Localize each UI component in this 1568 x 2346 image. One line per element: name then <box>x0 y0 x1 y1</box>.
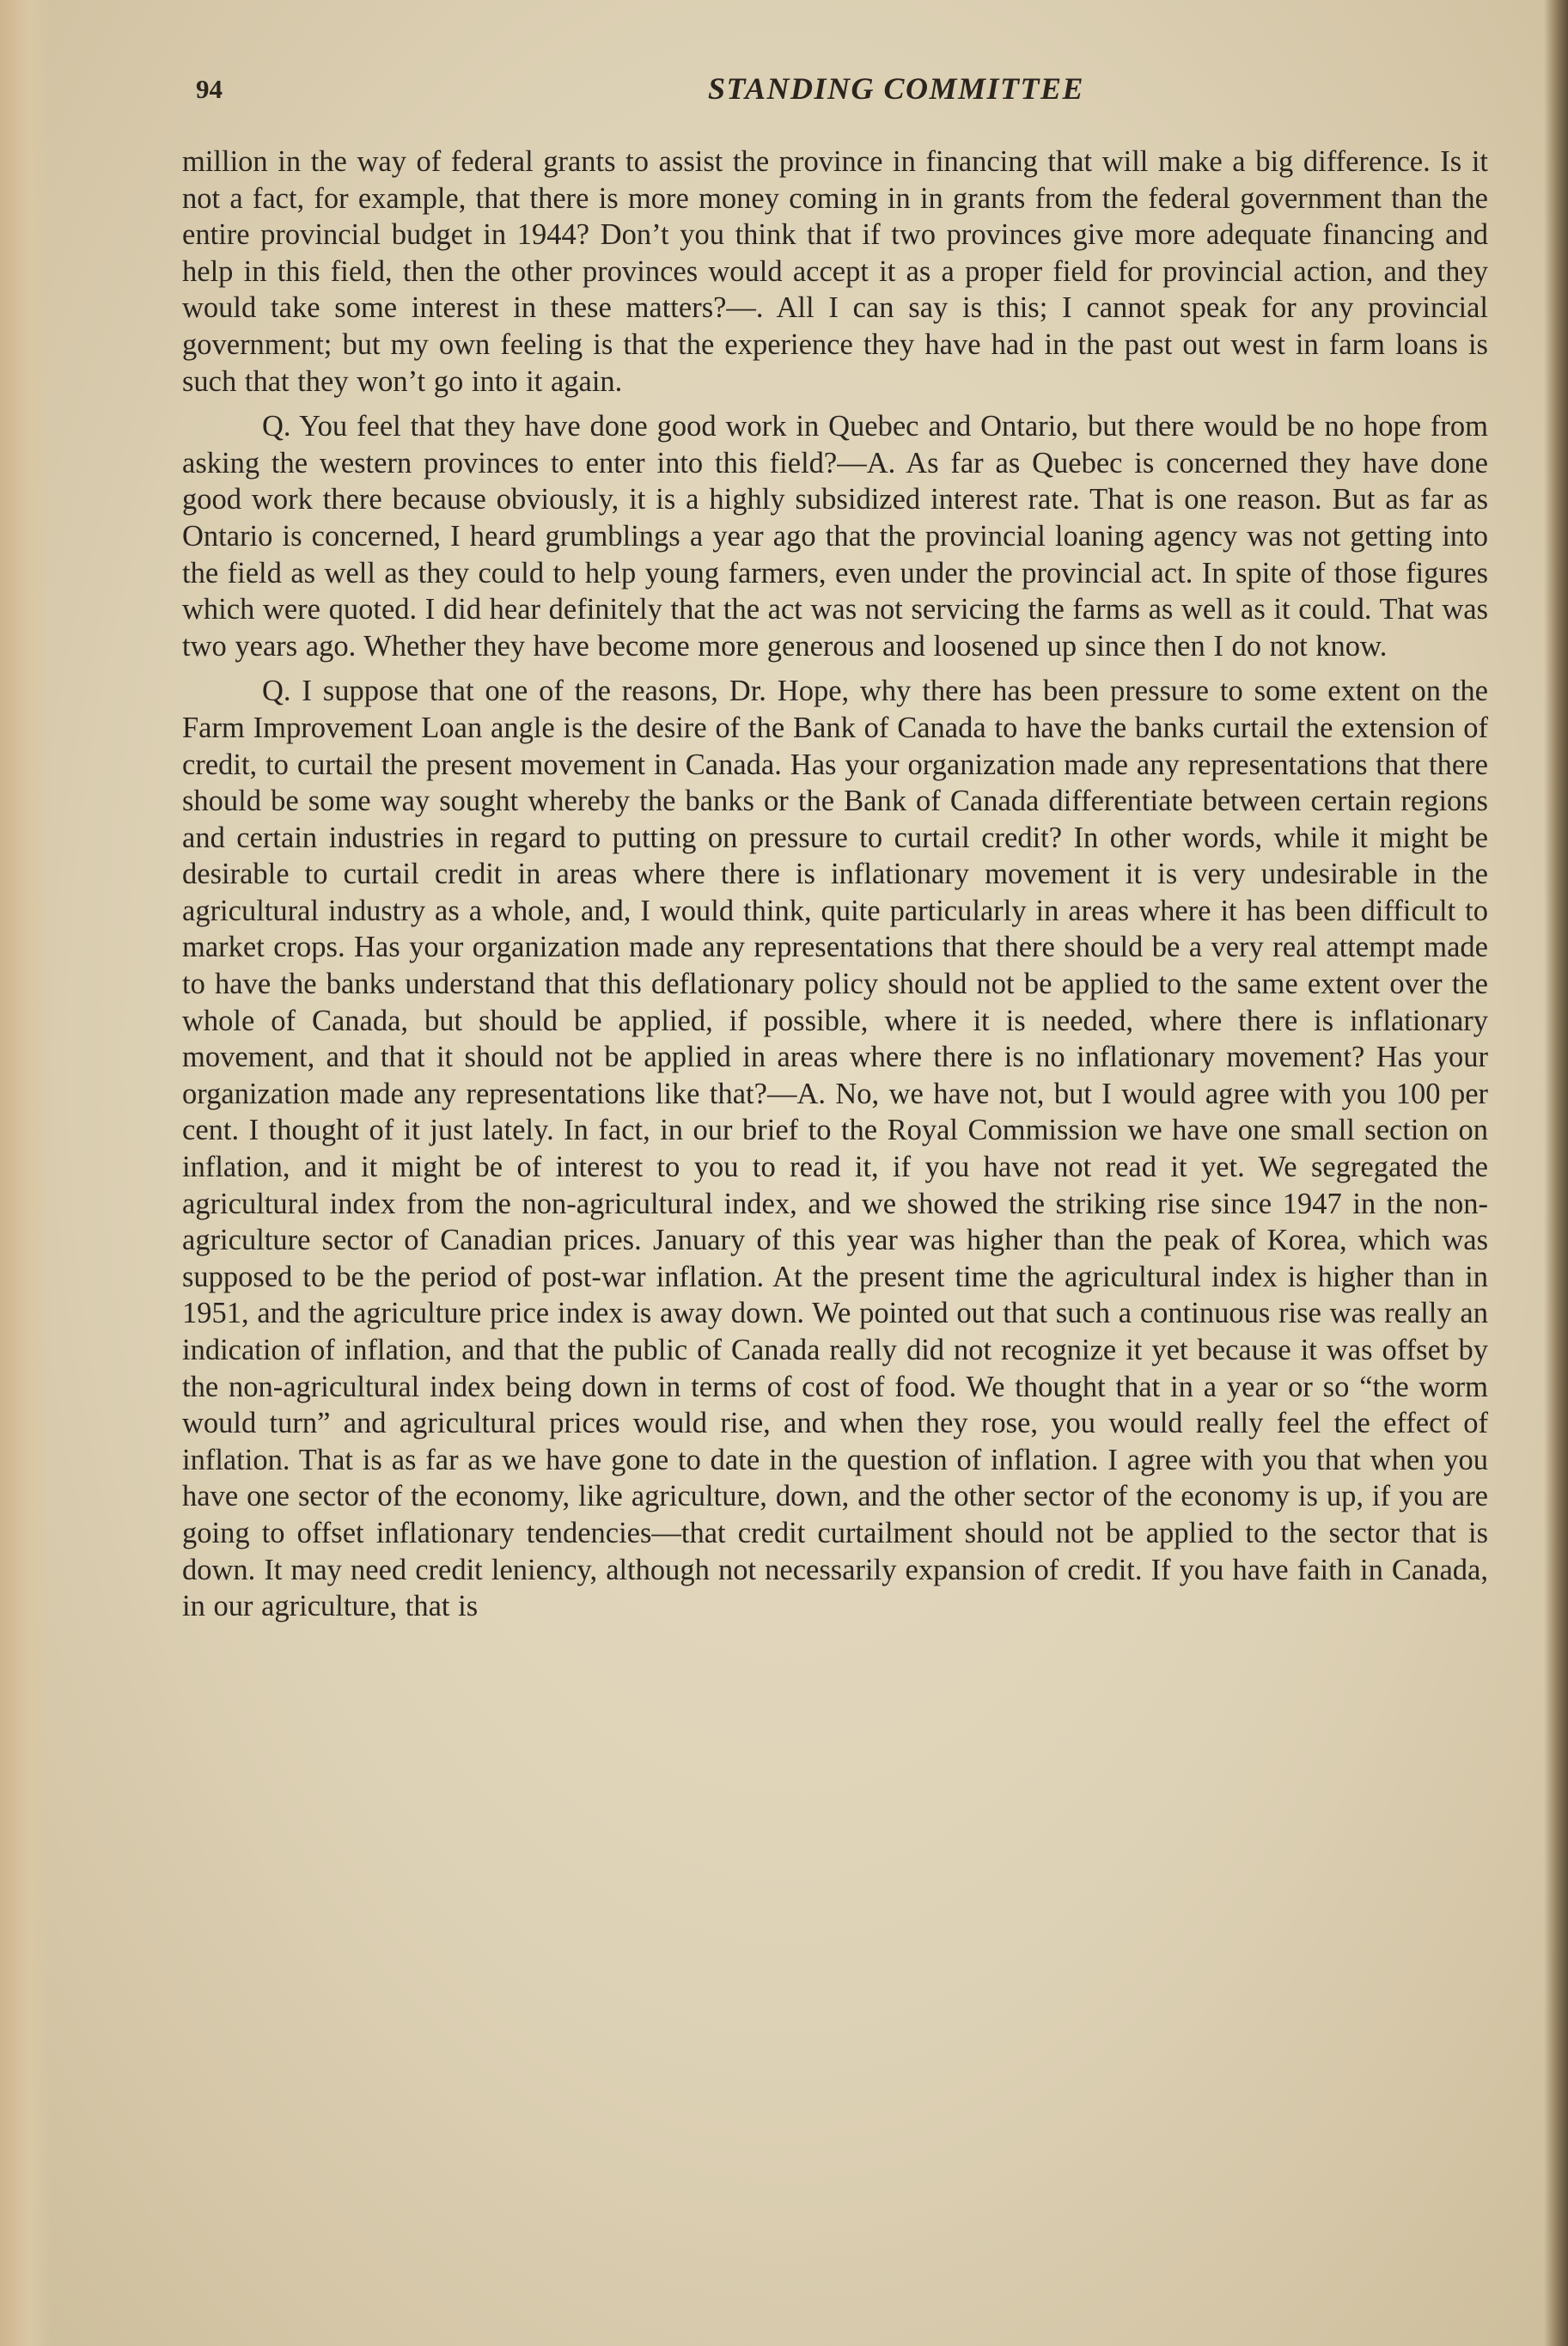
body-text <box>182 144 1488 1625</box>
paragraph-question-quebec-ontario: Q. You feel that they have done good work in Quebec and Ontario, but there would be no hope from asking the western provinces to enter into this field?—A. As far as Quebec is concerned they have done good work there because obviously, it is a highly subsidized interest rate. That is one reason. But as far as Ontario is concerned, I heard grumblings a year ago that the provincial loaning agency was not getting into the field as well as they could to help young farmers, even under the provincial act. In spite of those figures which were quoted. I did hear definitely that the act was not servicing the farms as well as it could. That was two years ago. Whether they have become more generous and loosened up since then I do not know. <box>182 410 1488 663</box>
page-number: 94 <box>196 74 223 104</box>
page-header <box>196 70 1493 122</box>
running-head: STANDING COMMITTEE <box>707 71 1085 106</box>
paragraph-continuation: million in the way of federal grants to assist the province in financing that will make a big difference. Is it not a fact, for example, that there is more money coming in in grants from the federal government than the entire provincial budget in 1944? Don’t you think that if two provinces give more adequate financing and help in this field, then the other provinces would accept it as a proper field for provincial action, and they would take some interest in these matters?—. All I can say is this; I cannot speak for any provincial government; but my own feeling is that the experience they have had in the past out west in farm loans is such that they won’t go into it again. <box>182 145 1488 398</box>
page-edge-right <box>1544 0 1568 2346</box>
paragraph-question-credit-curtailment: Q. I suppose that one of the reasons, Dr. Hope, why there has been pressure to some extent on the Farm Improvement Loan angle is the desire of the Bank of Canada to have the banks curtail the extension of credit, to curtail the present movement in Canada. Has your organization made any representations that there should be some way sought whereby the banks or the Bank of Canada differentiate between certain regions and certain industries in regard to putting on pressure to curtail credit? In other words, while it might be desirable to curtail credit in areas where there is inflationary movement it is very undesirable in the agricultural industry as a whole, and, I would think, quite particularly in areas where it has been difficult to market crops. Has your organization made any representations that there should be a very real attempt made to have the banks understand that this deflationary policy should not be applied to the same extent over the whole of Canada, but should be applied, if possible, where it is needed, where there is inflationary movement, and that it should not be applied in areas where there is no inflationary movement? Has your organization made any representations like that?—A. No, we have not, but I would agree with you 100 per cent. I thought of it just lately. In fact, in our brief to the Royal Commission we have one small section on inflation, and it might be of interest to you to read it, if you have not read it yet. We segregated the agricultural index from the non-agricultural index, and we showed the striking rise since 1947 in the non-agriculture sector of Canadian prices. January of this year was higher than the peak of Korea, which was supposed to be the period of post-war inflation. At the present time the agricultural index is higher than in 1951, and the agriculture price index is away down. We pointed out that such a continuous rise was really an indication of inflation, and that the public of Canada really did not recognize it yet because it was offset by the non-agricultural index being down in terms of cost of food. We thought that in a year or so “the worm would turn” and agricultural prices would rise, and when they rose, you would really feel the effect of inflation. That is as far as we have gone to date in the question of inflation. I agree with you that when you have one sector of the economy, like agriculture, down, and the other sector of the economy is up, if you are going to offset inflationary tendencies—that credit curtailment should not be applied to the sector that is down. It may need credit leniency, although not necessarily expansion of credit. If you have faith in Canada, in our agriculture, that is <box>182 675 1488 1623</box>
page-edge-left <box>0 0 52 2346</box>
